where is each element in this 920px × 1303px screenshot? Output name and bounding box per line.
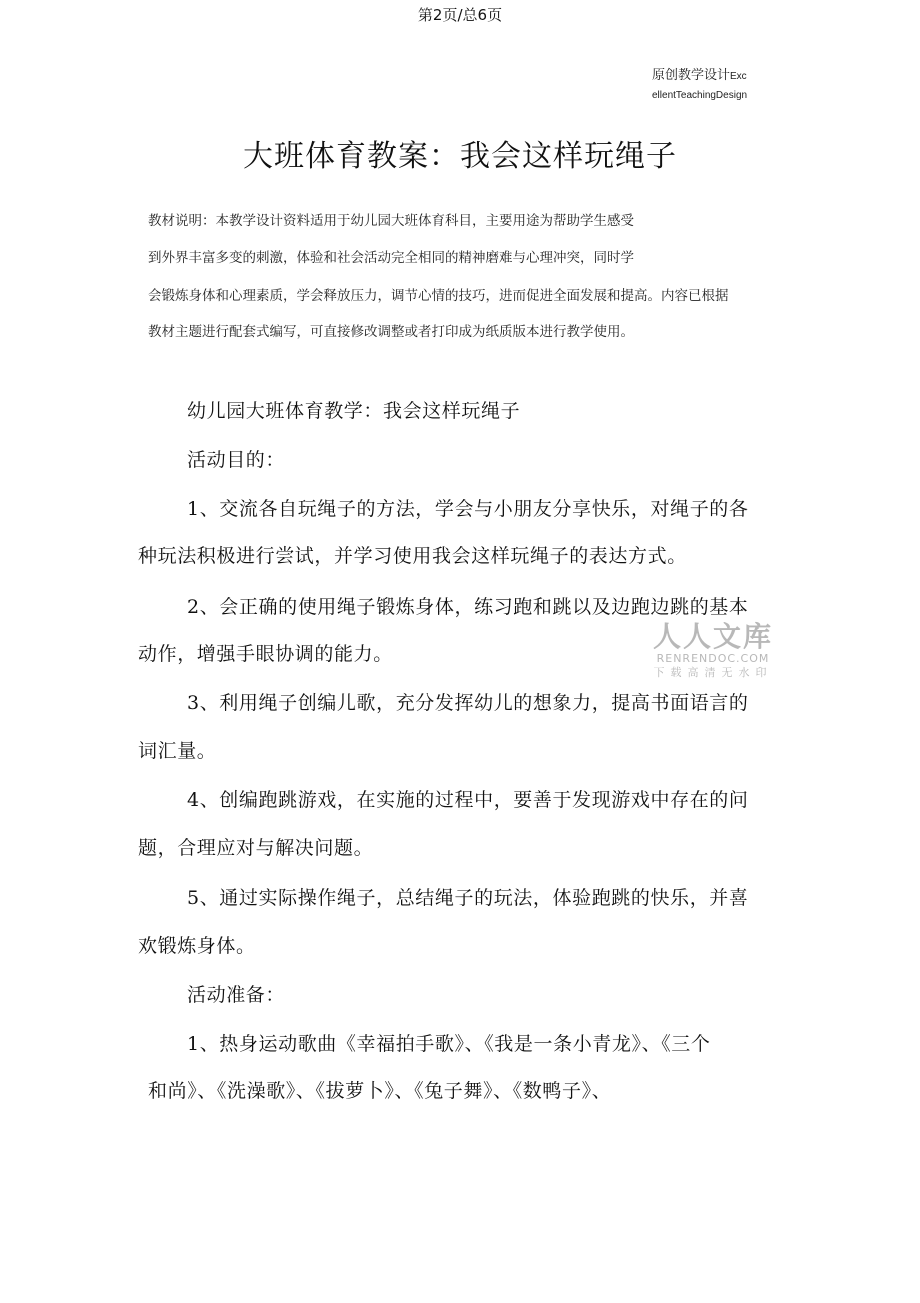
prep-1-line-2: 和尚》、《洗澡歌》、《拔萝卜》、《兔子舞》、《数鸭子》、 xyxy=(148,1080,612,1102)
prep-1-line-1: 1、热身运动歌曲《幸福拍手歌》、《我是一条小青龙》、《三个 xyxy=(187,1033,711,1055)
watermark-logo-text: 人人文库 xyxy=(652,620,773,653)
goals-heading: 活动目的： xyxy=(187,449,286,471)
preparation-heading: 活动准备： xyxy=(187,984,286,1006)
lesson-subtitle: 幼儿园大班体育教学：我会这样玩绳子 xyxy=(187,400,521,422)
brand-label xyxy=(652,66,782,106)
goal-4-line-1: 4、创编跑跳游戏，在实施的过程中，要善于发现游戏中存在的问 xyxy=(187,789,749,811)
goal-5-line-1: 5、通过实际操作绳子，总结绳子的玩法，体验跑跳的快乐，并喜 xyxy=(187,887,749,909)
goal-3-line-2: 词汇量。 xyxy=(138,740,217,762)
brand-line-1 xyxy=(652,66,782,86)
goal-5-line-2: 欢锻炼身体。 xyxy=(138,935,256,957)
description-line: 会锻炼身体和心理素质，学会释放压力，调节心情的技巧，进而促进全面发展和提高。内容已根据 xyxy=(148,288,729,304)
brand-line-1-cn: 原创教学设计 xyxy=(652,67,731,82)
goal-1-line-2: 种玩法积极进行尝试，并学习使用我会这样玩绳子的表达方式。 xyxy=(138,545,687,567)
goal-3-line-1: 3、利用绳子创编儿歌，充分发挥幼儿的想象力，提高书面语言的 xyxy=(187,692,749,714)
watermark xyxy=(648,622,778,680)
page-indicator: 第2页/总6页 xyxy=(417,6,503,24)
description-line: 教材主题进行配套式编写，可直接修改调整或者打印成为纸质版本进行教学使用。 xyxy=(148,324,634,340)
description-line: 教材说明：本教学设计资料适用于幼儿园大班体育科目，主要用途为帮助学生感受 xyxy=(148,213,634,229)
goal-4-line-2: 题，合理应对与解决问题。 xyxy=(138,837,374,859)
brand-line-1-en: Exc xyxy=(730,71,747,82)
goal-2-line-1: 2、会正确的使用绳子锻炼身体，练习跑和跳以及边跑边跳的基本 xyxy=(187,596,749,618)
description-line: 到外界丰富多变的刺激，体验和社会活动完全相同的精神磨难与心理冲突，同时学 xyxy=(148,250,634,266)
goal-2-line-2: 动作，增强手眼协调的能力。 xyxy=(138,643,393,665)
watermark-url: RENRENDOC.COM xyxy=(656,652,770,665)
brand-line-2: ellentTeachingDesign xyxy=(652,90,748,101)
document-title: 大班体育教案：我会这样玩绳子 xyxy=(243,139,677,174)
watermark-subtext: 下载高清无水印 xyxy=(653,666,773,679)
goal-1-line-1: 1、交流各自玩绳子的方法，学会与小朋友分享快乐，对绳子的各 xyxy=(187,498,749,520)
